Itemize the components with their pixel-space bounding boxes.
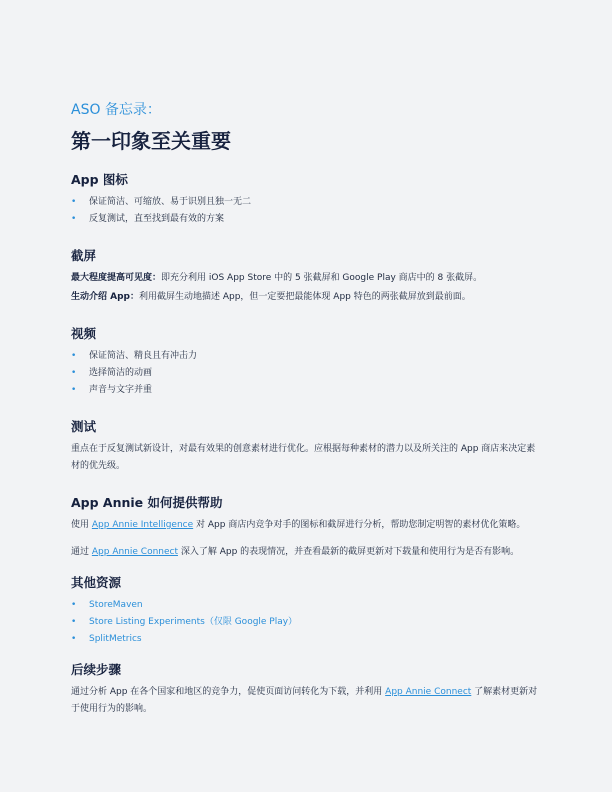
list-item: • 选择简洁的动画 — [71, 365, 541, 382]
section-testing — [71, 419, 541, 475]
paragraph-text: 使用 — [71, 520, 92, 530]
paragraph-text: 通过分析 App 在各个国家和地区的竞争力，促使页面访问转化为下载，并利用 — [71, 687, 386, 697]
help-paragraph-1 — [71, 517, 541, 534]
resource-link-storemaven[interactable]: • StoreMaven — [71, 597, 541, 614]
section-help — [71, 495, 541, 561]
video-list — [71, 348, 541, 399]
resources-list — [71, 597, 541, 648]
eyebrow-label: ASO 备忘录： — [71, 102, 161, 118]
app-annie-intelligence-link[interactable]: App Annie Intelligence — [91, 520, 194, 530]
testing-paragraph: 重点在于反复测试新设计，对最有效果的创意素材进行优化。应根据每种素材的潜力以及所关注的 App 商店来决定素材的优先级。 — [71, 444, 536, 471]
resource-link-splitmetrics[interactable]: • SplitMetrics — [71, 631, 541, 648]
section-heading-next-steps: 后续步骤 — [71, 662, 122, 677]
paragraph-text: 即充分利用 iOS App Store 中的 5 张截屏和 Google Play 商店中的 8 张截屏。 — [161, 273, 483, 283]
resource-link-store-listing-experiments[interactable]: • Store Listing Experiments（仅限 Google Play） — [71, 614, 541, 631]
section-app-icon — [71, 172, 541, 228]
list-item: • 保证简洁、精良且有冲击力 — [71, 348, 541, 365]
screenshots-paragraph-2 — [71, 289, 541, 306]
list-item: • 声音与文字并重 — [71, 382, 541, 399]
section-video — [71, 326, 541, 399]
section-heading-resources: 其他资源 — [71, 575, 122, 590]
bold-lead: 生动介绍 App： — [71, 292, 139, 302]
section-next-steps — [71, 662, 541, 718]
document-page — [71, 100, 541, 718]
list-item: • 保证简洁、可缩放、易于识别且独一无二 — [71, 194, 541, 211]
paragraph-text: 利用截屏生动地描述 App，但一定要把最能体现 App 特色的两张截屏放到最前面。 — [138, 292, 471, 302]
section-heading-app-icon: App 图标 — [71, 172, 128, 187]
section-heading-testing: 测试 — [71, 419, 97, 434]
app-annie-connect-link[interactable]: App Annie Connect — [385, 687, 472, 697]
section-heading-help: App Annie 如何提供帮助 — [71, 495, 223, 510]
paragraph-text: 对 App 商店内竞争对手的图标和截屏进行分析，帮助您制定明智的素材优化策略。 — [193, 520, 526, 530]
section-screenshots — [71, 248, 541, 306]
paragraph-text: 深入了解 App 的表现情况，并查看最新的截屏更新对下载量和使用行为是否有影响。 — [178, 547, 520, 557]
section-heading-video: 视频 — [71, 326, 97, 341]
screenshots-paragraph-1 — [71, 270, 541, 287]
next-steps-paragraph — [71, 684, 541, 718]
bold-lead: 最大程度提高可见度： — [71, 273, 162, 283]
page-title: 第一印象至关重要 — [71, 129, 231, 153]
section-heading-screenshots: 截屏 — [71, 248, 97, 263]
help-paragraph-2 — [71, 544, 541, 561]
paragraph-text: 通过 — [71, 547, 92, 557]
section-resources — [71, 575, 541, 648]
app-annie-connect-link[interactable]: App Annie Connect — [91, 547, 178, 557]
app-icon-list — [71, 194, 541, 228]
list-item: • 反复测试，直至找到最有效的方案 — [71, 211, 541, 228]
paragraph-text: 了解素材更新对于使用行为的影响。 — [71, 687, 538, 714]
